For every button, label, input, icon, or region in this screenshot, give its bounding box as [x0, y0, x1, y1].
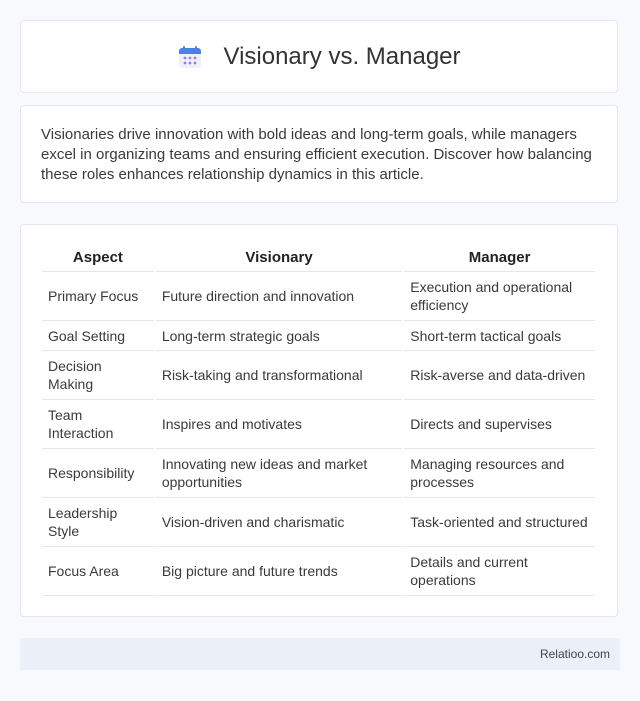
calendar-icon [178, 45, 202, 69]
intro-text: Visionaries drive innovation with bold ideas and long-term goals, while managers excel in organizing teams and ensuring efficient execution. Discover how balancing these roles enhances relationship dynamics in this article. [41, 126, 592, 183]
table-cell-manager: Risk-averse and data-driven [404, 351, 595, 400]
table-row [42, 400, 595, 449]
table-cell-aspect: Focus Area [42, 547, 154, 596]
table-cell-aspect: Goal Setting [42, 321, 154, 351]
table-cell-visionary: Big picture and future trends [156, 547, 402, 596]
table-row [42, 498, 595, 547]
table-cell-aspect: Team Interaction [42, 400, 154, 449]
comparison-card [20, 224, 618, 617]
table-header-row [42, 243, 595, 272]
table-cell-aspect: Primary Focus [42, 272, 154, 321]
table-cell-manager: Directs and supervises [404, 400, 595, 449]
table-cell-visionary: Long-term strategic goals [156, 321, 402, 351]
table-cell-aspect: Decision Making [42, 351, 154, 400]
table-cell-manager: Managing resources and processes [404, 449, 595, 498]
footer-site-link[interactable]: Relatioo.com [539, 647, 610, 661]
table-row [42, 449, 595, 498]
table-cell-aspect: Responsibility [42, 449, 154, 498]
table-cell-visionary: Vision-driven and charismatic [156, 498, 402, 547]
table-cell-visionary: Inspires and motivates [156, 400, 402, 449]
table-cell-manager: Short-term tactical goals [404, 321, 595, 351]
footer [20, 638, 620, 670]
table-row [42, 321, 595, 351]
column-header-manager: Manager [404, 243, 595, 272]
column-header-visionary: Visionary [156, 243, 402, 272]
table-cell-manager: Execution and operational efficiency [404, 272, 595, 321]
table-cell-visionary: Risk-taking and transformational [156, 351, 402, 400]
table-row [42, 547, 595, 596]
title-card [20, 20, 618, 93]
table-cell-aspect: Leadership Style [42, 498, 154, 547]
table-row [42, 272, 595, 321]
table-cell-visionary: Innovating new ideas and market opportunities [156, 449, 402, 498]
page-title: Visionary vs. Manager [223, 42, 461, 70]
table-cell-visionary: Future direction and innovation [156, 272, 402, 321]
comparison-table [40, 243, 597, 596]
table-cell-manager: Details and current operations [404, 547, 595, 596]
table-cell-manager: Task-oriented and structured [404, 498, 595, 547]
column-header-aspect: Aspect [42, 243, 154, 272]
table-row [42, 351, 595, 400]
intro-card [20, 105, 618, 203]
